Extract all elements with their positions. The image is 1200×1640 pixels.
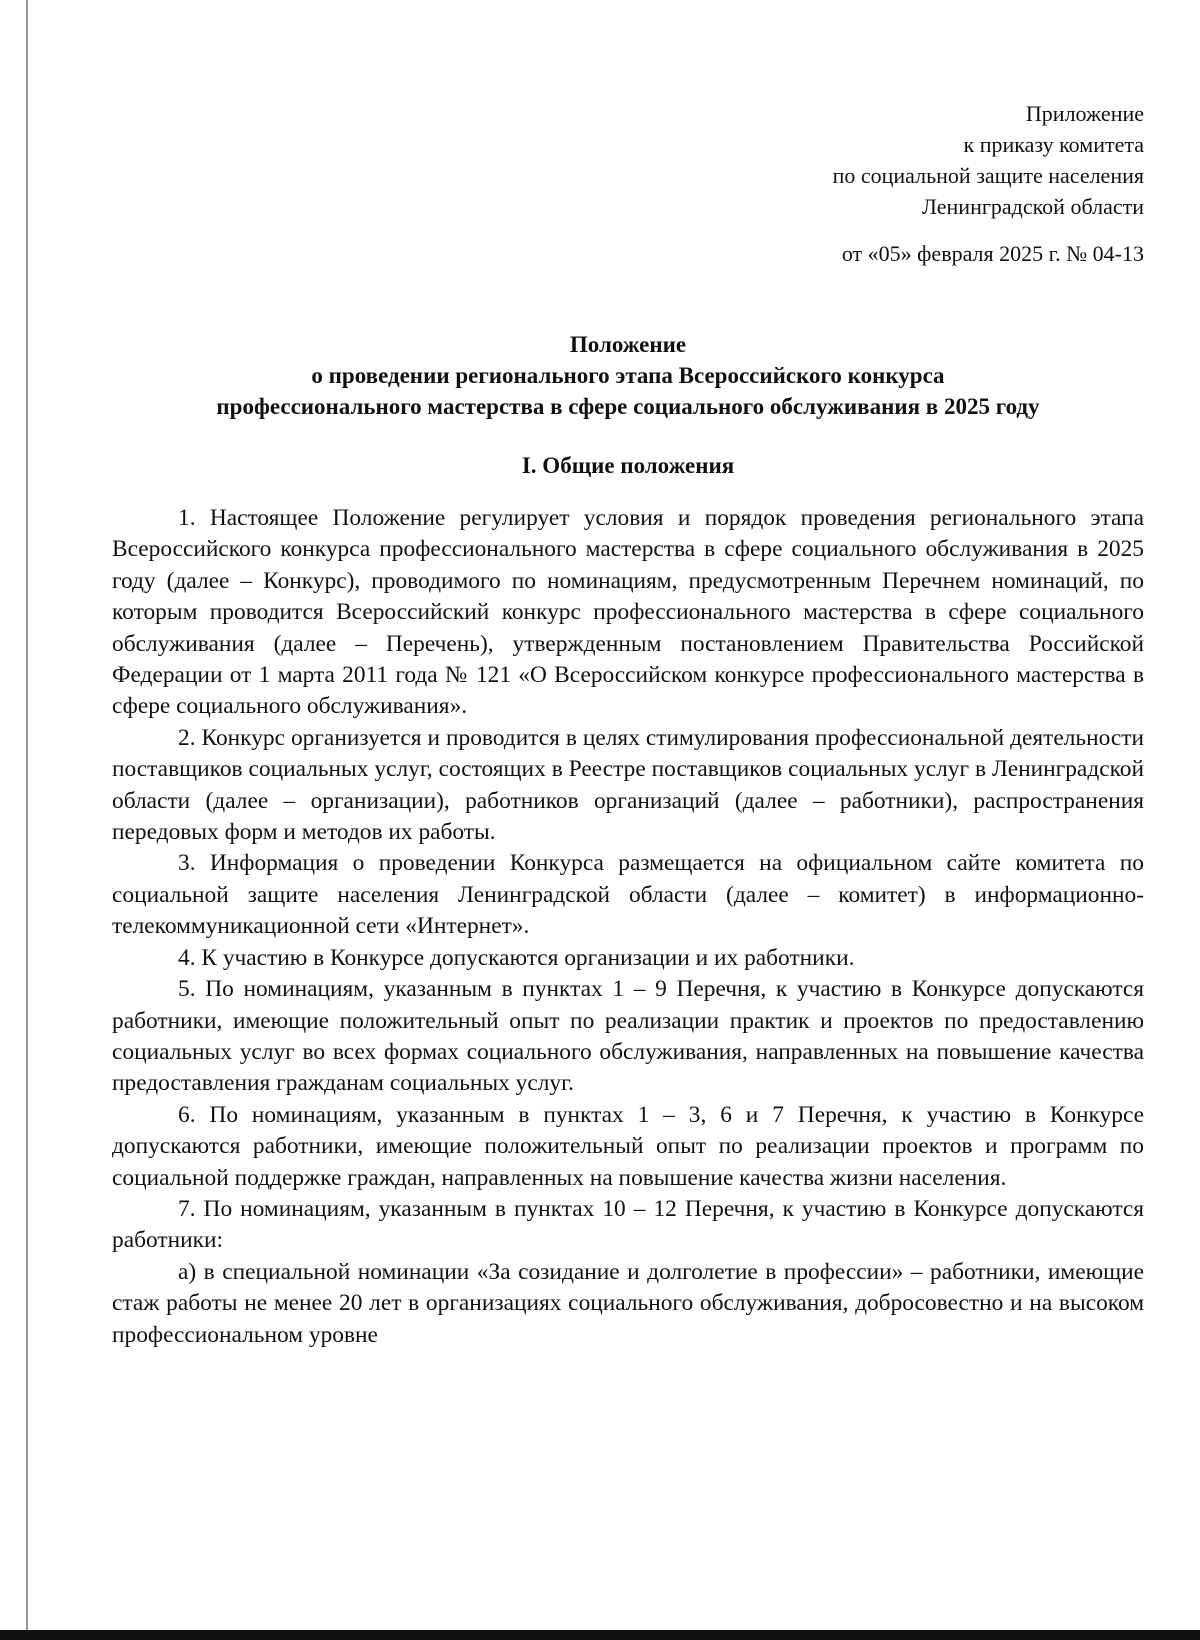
document-title — [112, 329, 1144, 422]
section-heading: I. Общие положения — [521, 453, 735, 478]
paragraph: 3. Информация о проведении Конкурса размещается на официальном сайте комитета по социальной защите населения Ленинградской области (далее – комитет) в информационно-телекоммуникационной сети «Интернет». — [112, 850, 1144, 940]
title-line: профессионального мастерства в сфере социального обслуживания в 2025 году — [216, 394, 1040, 419]
title-line: о проведении регионального этапа Всероссийского конкурса — [311, 363, 945, 388]
appendix-line: Приложение — [1025, 101, 1144, 126]
appendix-line: Ленинградской области — [922, 194, 1144, 219]
paragraph: 5. По номинациям, указанным в пунктах 1 – 9 Перечня, к участию в Конкурсе допускаются работники, имеющие положительный опыт по реализации практик и проектов по предоставлению социальных услуг во всех формах социального обслуживания, направленных на повышение качества предоставления гражданам социальных услуг. — [112, 976, 1144, 1097]
paragraph: 7. По номинациям, указанным в пунктах 10 – 12 Перечня, к участию в Конкурсе допускаются работники: — [112, 1195, 1144, 1254]
paragraph: 4. К участию в Конкурсе допускаются организации и их работники. — [178, 944, 855, 971]
appendix-line: по социальной защите населения — [832, 163, 1144, 188]
scan-bottom-edge — [0, 1630, 1200, 1640]
body-text — [112, 503, 1144, 1351]
title-line: Положение — [569, 332, 687, 357]
paragraph: 2. Конкурс организуется и проводится в целях стимулирования профессиональной деятельности поставщиков социальных услуг, состоящих в Реестре поставщиков социальных услуг в Ленинградской области (далее – организации), работников организаций (далее – работники), распространения передовых форм и методов их работы. — [112, 724, 1144, 846]
order-date: от «05» февраля 2025 г. № 04-13 — [841, 241, 1144, 266]
scan-left-edge — [26, 0, 28, 1640]
document-content — [112, 98, 1144, 1351]
paragraph: а) в специальной номинации «За созидание и долголетие в профессии» – работники, имеющие стаж работы не менее 20 лет в организациях социального обслуживания, добросовестно и на высоком профессиональном уровне — [112, 1258, 1144, 1348]
appendix-line: к приказу комитета — [963, 132, 1144, 157]
paragraph: 6. По номинациям, указанным в пунктах 1 – 3, 6 и 7 Перечня, к участию в Конкурсе допускаются работники, имеющие положительный опыт по реализации проектов и программ по социальной поддержке граждан, направленных на повышение качества жизни населения. — [112, 1101, 1144, 1191]
appendix-block — [112, 98, 1144, 269]
paragraph: 1. Настоящее Положение регулирует условия и порядок проведения регионального этапа Всероссийского конкурса профессионального мастерства в сфере социального обслуживания в 2025 году (далее – Конкурс), проводимого по номинациям, предусмотренным Перечнем номинаций, по которым проводится Всероссийский конкурс профессионального мастерства в сфере социального обслуживания (далее – Перечень), утвержденным постановлением Правительства Российской Федерации от 1 марта 2011 года № 121 «О Всероссийском конкурсе профессионального мастерства в сфере социального обслуживания». — [112, 505, 1144, 720]
